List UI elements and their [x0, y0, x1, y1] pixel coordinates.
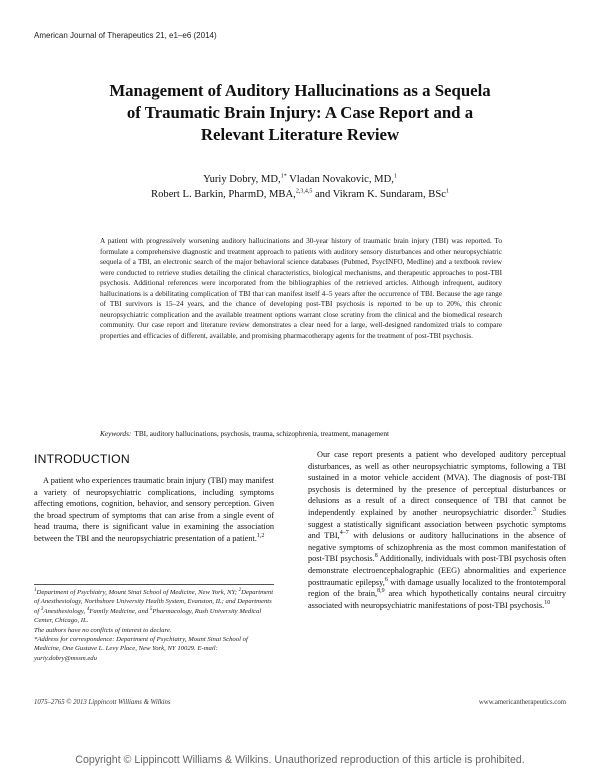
author-name: and Vikram K. Sundaram, BSc [312, 189, 446, 200]
affiliation-text: Department of Psychiatry, Mount Sinai School of Medicine, New York, NY; [36, 589, 239, 596]
abstract-text: A patient with progressively worsening auditory hallucinations and 30-year history of traumatic brain injury (TBI) was reported. To formulate a comprehensive diagnostic and treatment approach to patients with auditory sensory disturbances and other neuropsychiatric sequela of a TBI, an electronic search of the major behavioral science databases (Pubmed, PsycINFO, Medline) and a textbook review were conducted to retrieve studies detailing the clinical characteristics, biological mechanisms, and therapeutic approaches to post-TBI psychosis. Additional references were incorporated from the bibliographies of the retrieved articles. Although infrequent, auditory hallucinations is a debilitating complication of TBI that can manifest itself 4–5 years after the occurrence of TBI. Because the age range of TBI survivors is 15–24 years, and the chance of developing post-TBI psychosis is reported to be up to 20%, this chronic neuropsychiatric complication and the available treatment options warrant close scrutiny from the clinical and the biomedical research community. Our case report and literature review demonstrates a clear need for a large, well-designed randomized trials to compare properties and efficacies of different, available, and promising pharmacotherapy agents for the treatment of post-TBI psychosis. [100, 236, 502, 340]
right-column [308, 449, 566, 611]
intro-text: A patient who experiences traumatic brain injury (TBI) may manifest a variety of neuropsychiatric complications, including symptoms affecting emotions, cognition, behavior, and sensory perception. Given the broad spectrum of symptoms that can arise from a single event of head trauma, there is significant value in examining the association between the TBI and the neuropsychiatric presentation of a patient. [34, 476, 274, 543]
case-text: Additionally, individuals with post-TBI psychosis often demonstrate electroencephalographic (EEG) abnormalities and experience posttraumatic epilepsy, [308, 554, 566, 587]
case-report-paragraph [308, 449, 566, 611]
keywords-label: Keywords: [100, 429, 132, 438]
introduction-paragraph [34, 475, 274, 545]
affiliation-marker: 5 [149, 606, 153, 612]
case-text: Studies suggest a statistically significant association between psychotic symptoms and TBI, [308, 507, 566, 541]
citation-marker: 4–7 [339, 530, 349, 537]
abstract [100, 236, 502, 341]
article-title [40, 80, 560, 146]
introduction-heading: INTRODUCTION [34, 452, 130, 466]
affiliation-marker: 1* [280, 173, 287, 180]
author-line-2 [40, 187, 560, 202]
citation-marker: 6 [384, 576, 388, 583]
citation-marker: 8,9 [377, 588, 385, 595]
citation-marker: 8 [374, 553, 378, 560]
keywords [100, 429, 530, 438]
title-line: Management of Auditory Hallucinations as a Sequela [109, 81, 491, 100]
affiliation-text: Anesthesiology, [43, 607, 87, 615]
author-name: Yuriy Dobry, MD, [203, 174, 281, 185]
conflict-footnote: The authors have no conflicts of interest to declare. [34, 626, 172, 634]
affiliation-marker: 4 [86, 606, 90, 612]
citation-marker: 10 [544, 599, 551, 606]
affiliation-marker: 1 [393, 173, 397, 180]
footnotes [34, 584, 274, 663]
case-text: area which hypothetically contains neural circuitry associated with neuropsychiatric manifestations of post-TBI psychosis. [308, 589, 566, 610]
affiliation-marker: 1 [34, 587, 37, 593]
affiliation-marker: 2 [238, 587, 242, 593]
affiliation-marker: 3 [40, 606, 44, 612]
journal-citation-header: American Journal of Therapeutics 21, e1–e6 (2014) [34, 31, 217, 40]
author-name: Robert L. Barkin, PharmD, MBA, [151, 189, 296, 200]
citation-marker: 3 [532, 507, 536, 514]
case-text: Our case report presents a patient who developed auditory perceptual disturbances, as well as other neuropsychiatric symptoms, following a TBI sustained in a motor vehicle accident (MVA). The diagnosis of post-TBI psychosis is determined by the presence of perceptual disturbances or delusions as a result of a direct consequence of TBI that cannot be independently explained by another neuropsychiatric disorder. [308, 450, 566, 517]
keywords-list: TBI, auditory hallucinations, psychosis, trauma, schizophrenia, treatment, management [134, 429, 390, 438]
footer-website-link[interactable]: www.americantherapeutics.com [478, 699, 566, 706]
title-line: Relevant Literature Review [200, 125, 400, 144]
affiliation-marker: 1 [445, 188, 449, 195]
case-text: with delusions or auditory hallucinations in the absence of negative symptoms of schizophrenia as the most common manifestation of post-TBI psychosis. [308, 531, 567, 564]
affiliation-text: Family Medicine, and [89, 607, 150, 615]
affiliations-footnote [34, 588, 274, 626]
affiliation-text: Department of Anesthesiology, Northshore University Health System, Evanston, IL; and Departments of [34, 589, 274, 615]
case-text: with damage usually localized to the frontotemporal region of the brain, [308, 577, 566, 599]
affiliation-text: Pharmacology, Rush University Medical Center, Chicago, IL. [34, 607, 262, 625]
correspondence-footnote: *Address for correspondence: Department of Psychiatry, Mount Sinai School of Medicine, One Gustave L. Levy Place, New York, NY 10029. E-mail: yuriy.dobry@mssm.edu [34, 636, 248, 662]
author-name: Vladan Novakovic, MD, [286, 174, 394, 185]
author-list [40, 172, 560, 202]
footer-issn: 1075–2765 © 2013 Lippincott Williams & Wilkins [34, 699, 171, 706]
author-line-1 [40, 172, 560, 187]
left-column [34, 448, 274, 545]
copyright-notice: Copyright © Lippincott Williams & Wilkins. Unauthorized reproduction of this article is prohibited. [75, 754, 525, 766]
title-line: of Traumatic Brain Injury: A Case Report and a [126, 103, 474, 122]
citation-marker: 1,2 [256, 533, 265, 540]
affiliation-marker: 2,3,4,5 [295, 188, 313, 195]
